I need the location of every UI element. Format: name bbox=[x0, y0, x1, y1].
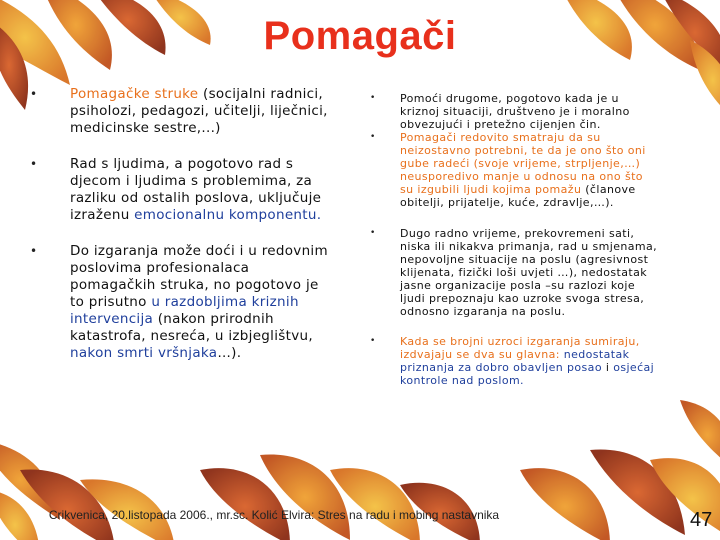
bullet-text: Do izgaranja može doći i u redovnim poslovima profesionalaca pomagačkih struka, no pogotovo je to prisutno u razdobljima kriznih intervencija (nakon prirodnih katastrofa, nesreća, u izbjeglištvu, nakon smrti vršnjaka…). bbox=[70, 243, 328, 361]
slide-title: Pomagači bbox=[263, 14, 457, 58]
list-item bbox=[30, 243, 330, 362]
bullet-icon: • bbox=[370, 93, 376, 103]
bullet-icon: • bbox=[30, 87, 38, 101]
list-item bbox=[30, 156, 330, 224]
bullet-icon: • bbox=[370, 228, 376, 238]
bullet-icon: • bbox=[30, 244, 38, 258]
bullet-icon: • bbox=[30, 157, 38, 171]
list-item bbox=[370, 335, 660, 387]
bullet-icon: • bbox=[370, 132, 376, 142]
list-item bbox=[30, 86, 330, 137]
bullet-text: Kada se brojni uzroci izgaranja sumiraju, izdvajaju se dva su glavna: nedostatak priznanja za dobro obavljen posao i osjećaj kontrole nad poslom. bbox=[400, 335, 655, 387]
bullet-text: Rad s ljudima, a pogotovo rad s djecom i ljudima s problemima, za razliku od ostalih poslova, uključuje izraženu emocionalnu komponentu. bbox=[70, 156, 322, 223]
left-bullet-list bbox=[30, 86, 330, 381]
right-bullet-list bbox=[370, 92, 660, 387]
leaf-cluster-bottom-left bbox=[0, 440, 175, 540]
bullet-icon: • bbox=[370, 336, 376, 346]
slide-footer: Crikvenica, 20.listopada 2006., mr.sc. Kolić Elvira: Stres na radu i mobing nastavnika bbox=[48, 508, 500, 522]
list-item bbox=[370, 227, 660, 318]
list-item bbox=[370, 92, 660, 131]
bullet-text: Pomagačke struke (socijalni radnici, psiholozi, pedagozi, učitelji, liječnici, medicinske sestre,...) bbox=[70, 86, 328, 136]
page-number: 47 bbox=[690, 509, 713, 531]
bullet-text: Pomoći drugome, pogotovo kada je u kriznoj situaciji, društveno je i moralno obvezujući i pretežno cijenjen čin. bbox=[400, 92, 630, 131]
bullet-text: Pomagači redovito smatraju da su neizostavno potrebni, te da je ono što oni gube radeći (svoje vrijeme, strpljenje,…) neusporedivo manje u odnosu na ono što su izgubili ljudi kojima pomažu (članove obitelji, prijatelje, kuće, zdravlje,…). bbox=[400, 131, 646, 209]
leaf-cluster-bottom-middle bbox=[200, 454, 480, 540]
list-item bbox=[370, 131, 660, 209]
bullet-text: Dugo radno vrijeme, prekovremeni sati, niska ili nikakva primanja, rad u smjenama, nepovoljne situacije na poslu (agresivnost klijenata, fizički loši uvjeti …), nedostatak jasne organizacije posla –su razlozi koje ljudi prepoznaju kao uzroke svoga stresa, odnosno izgaranja na poslu. bbox=[400, 227, 658, 318]
